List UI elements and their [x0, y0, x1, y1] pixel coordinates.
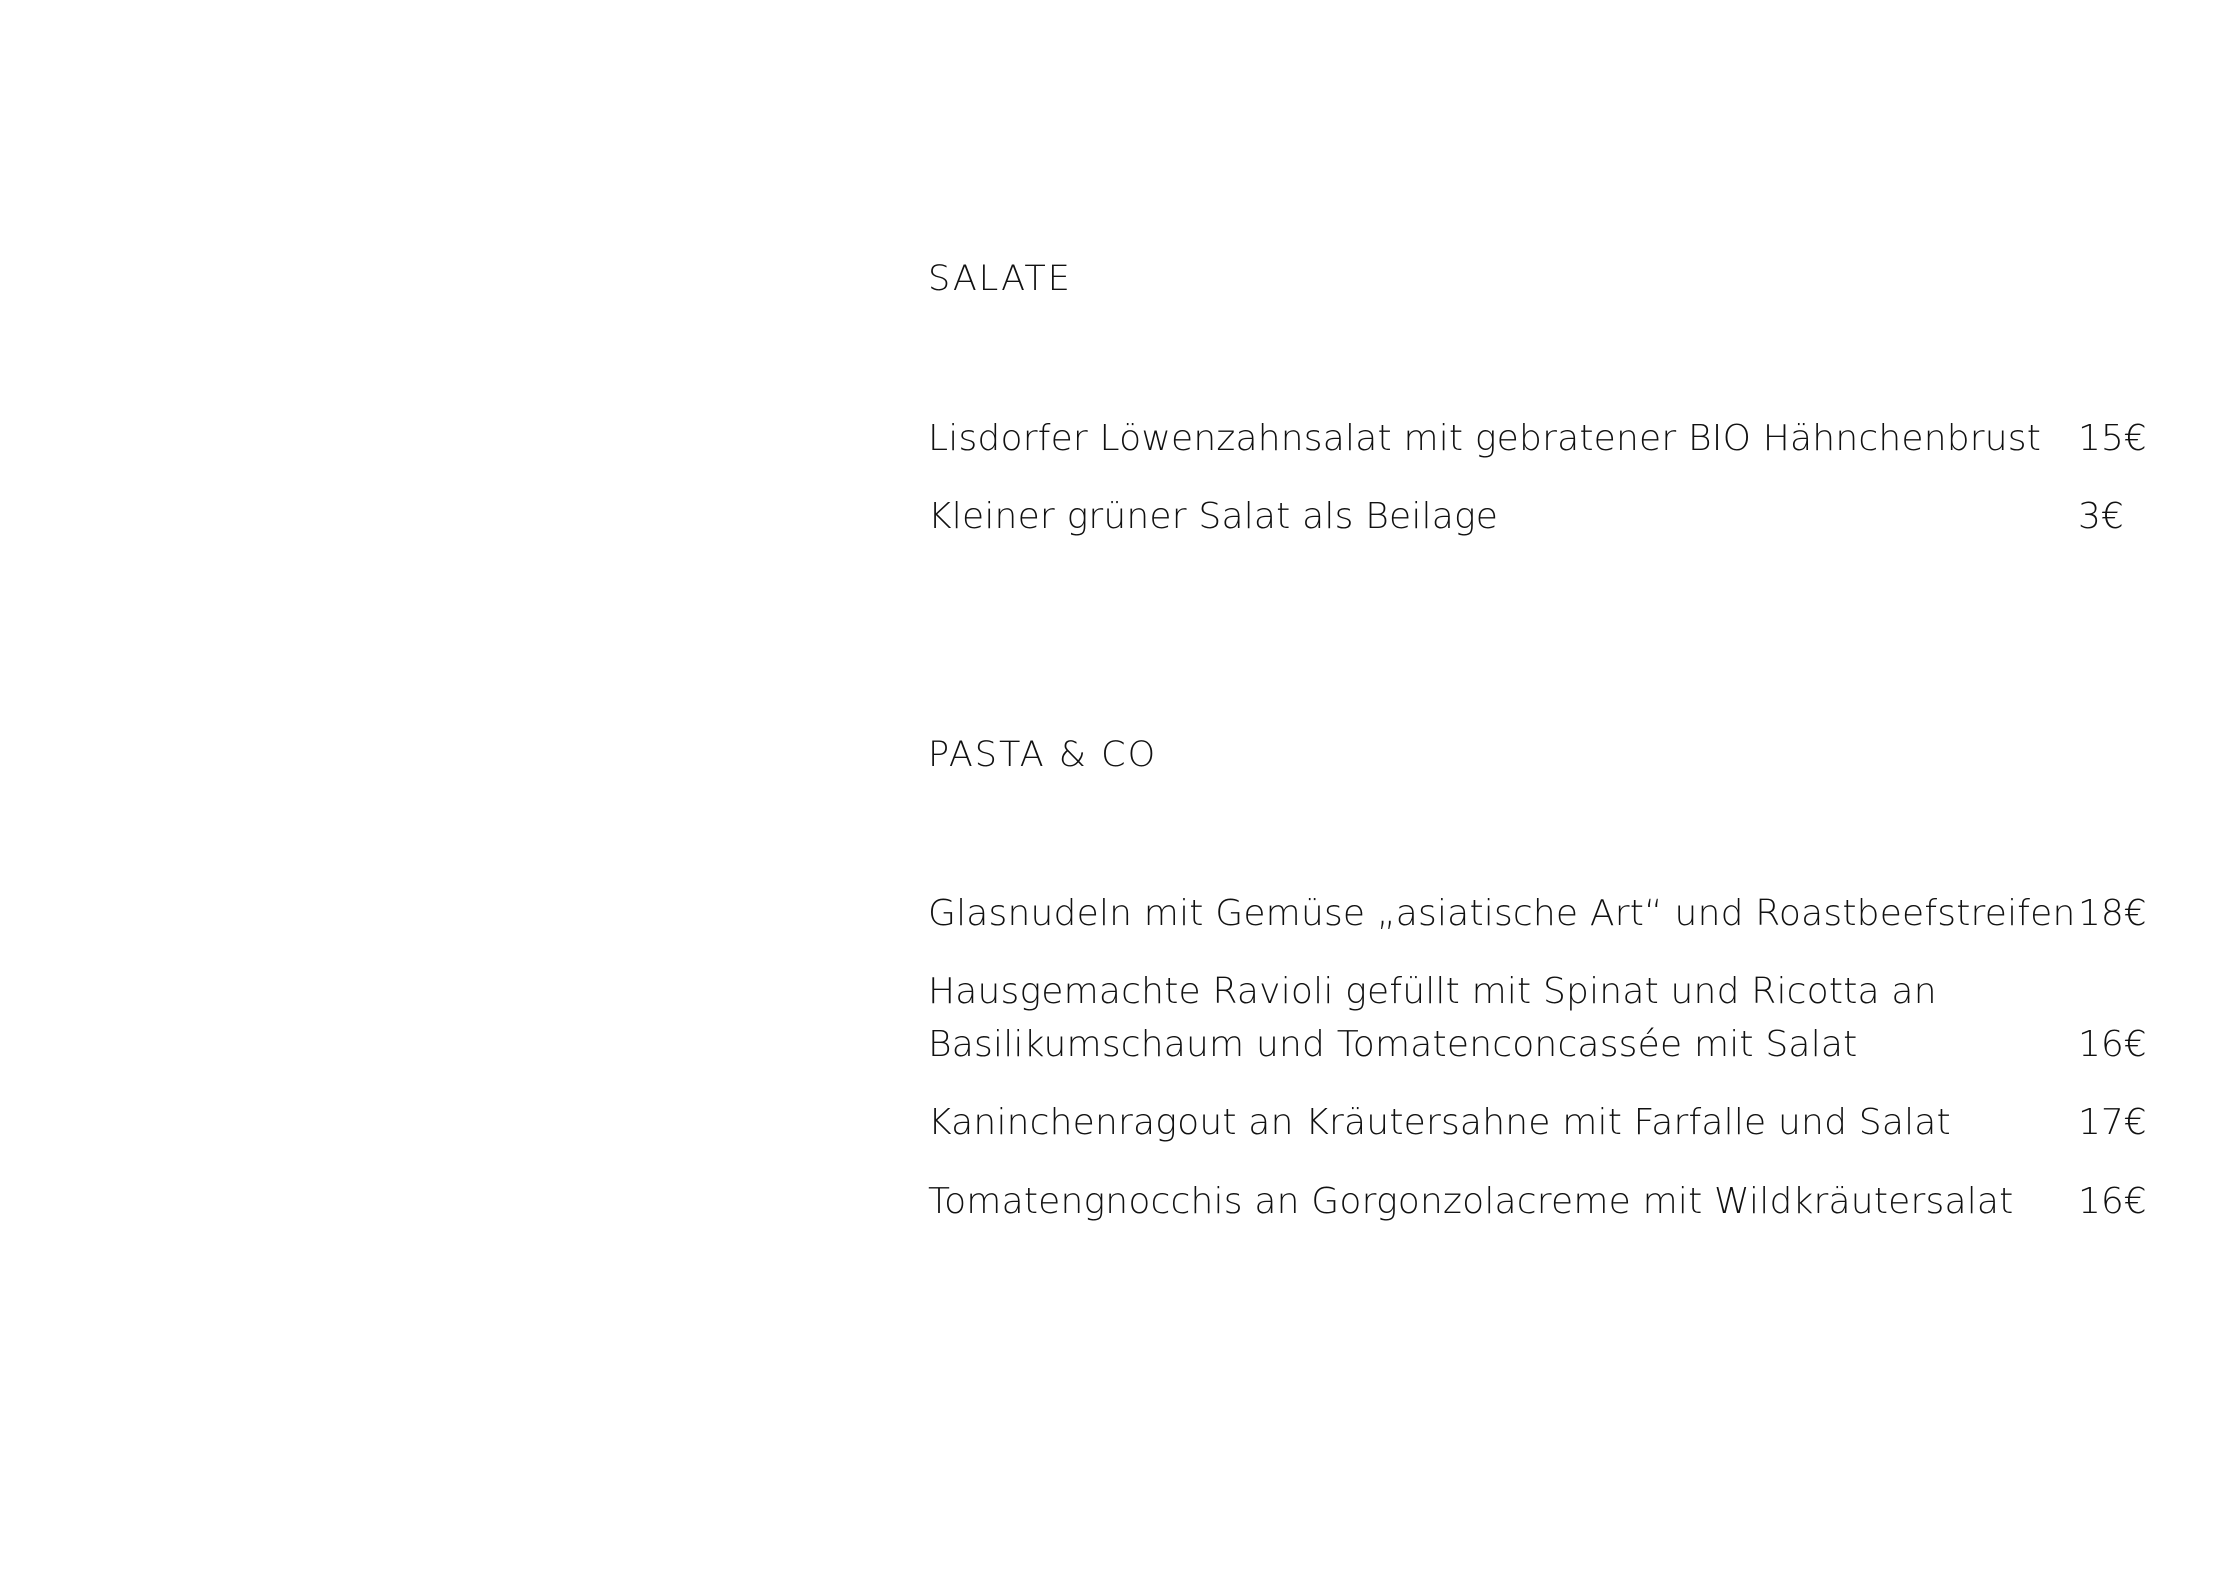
menu-item-price: 16€ — [2078, 1024, 2147, 1065]
menu-item-name — [928, 1175, 2078, 1228]
menu-item-price: 17€ — [2078, 1102, 2147, 1143]
section-title-pasta: PASTA & CO — [928, 735, 1158, 775]
menu-item-price: 15€ — [2078, 418, 2147, 459]
menu-item-line: Glasnudeln mit Gemüse „asiatische Art“ und Roastbeefstreifen — [928, 893, 2076, 934]
menu-item-line: Hausgemachte Ravioli gefüllt mit Spinat und Ricotta an — [928, 971, 1937, 1012]
menu-item-price: 16€ — [2078, 1181, 2147, 1222]
menu-item-line: Kaninchenragout an Kräutersahne mit Farfalle und Salat — [928, 1102, 1951, 1143]
menu-item-price: 18€ — [2078, 893, 2147, 934]
menu-item-line: Kleiner grüner Salat als Beilage — [928, 496, 1499, 537]
menu-page — [928, 0, 2148, 1571]
menu-item-line: Basilikumschaum und Tomatenconcassée mit Salat — [928, 1024, 1858, 1065]
menu-item-line: Tomatengnocchis an Gorgonzolacreme mit Wildkräutersalat — [928, 1181, 2014, 1222]
menu-item-name — [928, 412, 2078, 465]
menu-item-name — [928, 1096, 2078, 1149]
menu-item-price: 3€ — [2078, 496, 2124, 537]
menu-item-name — [928, 490, 2078, 543]
section-title-salate: SALATE — [928, 259, 1072, 299]
menu-item-name — [928, 965, 2078, 1071]
menu-item-name — [928, 887, 2078, 940]
menu-item-line: Lisdorfer Löwenzahnsalat mit gebratener BIO Hähnchenbrust — [928, 418, 2042, 459]
